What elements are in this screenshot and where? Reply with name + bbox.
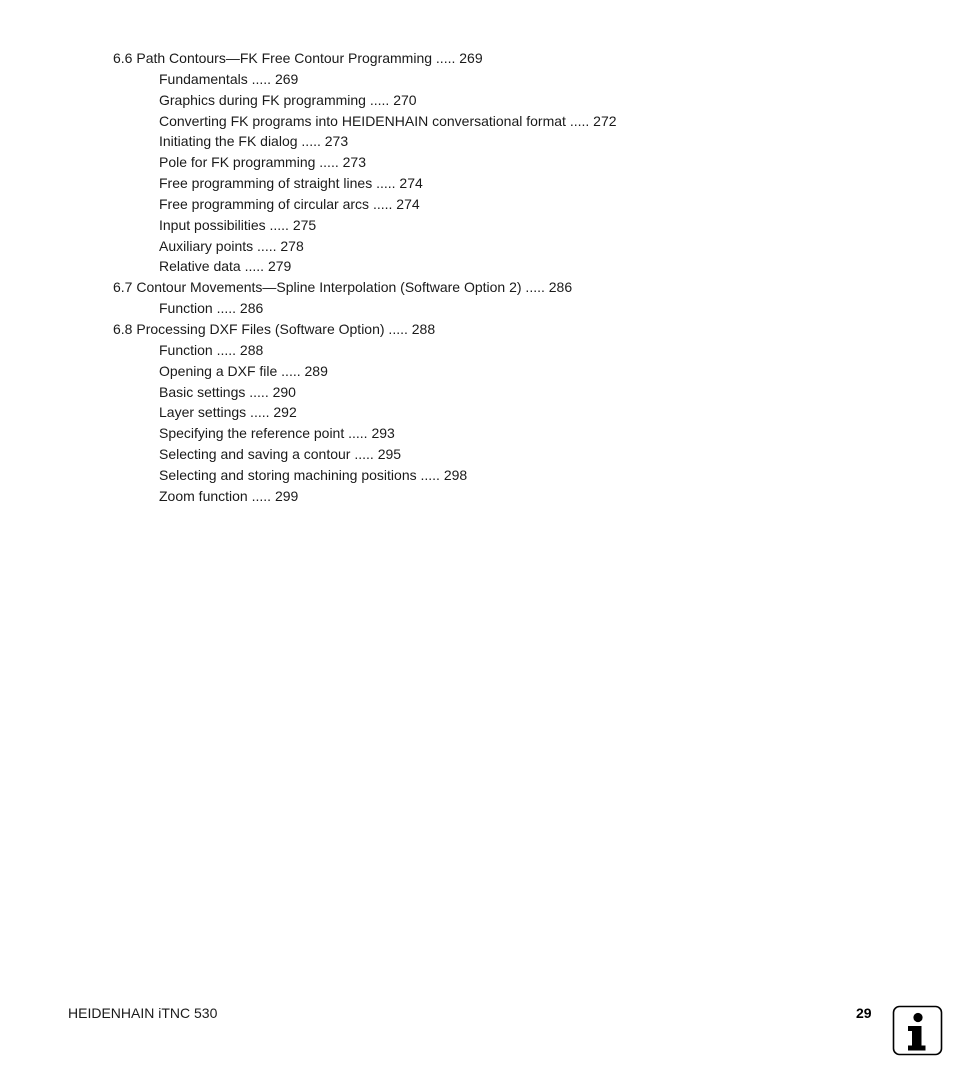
toc-entry[interactable]: Zoom function ..... 299 bbox=[159, 487, 299, 504]
toc-entry[interactable]: Initiating the FK dialog ..... 273 bbox=[159, 133, 349, 150]
toc-entry[interactable]: Converting FK programs into HEIDENHAIN conversational format ..... 272 bbox=[159, 112, 617, 129]
footer-title: HEIDENHAIN iTNC 530 bbox=[68, 1005, 218, 1021]
table-of-contents bbox=[113, 48, 617, 507]
info-icon bbox=[892, 1005, 943, 1056]
toc-entry[interactable]: Free programming of circular arcs ..... 274 bbox=[159, 195, 420, 212]
toc-entry[interactable]: Selecting and saving a contour ..... 295 bbox=[159, 446, 402, 463]
toc-entry[interactable]: Free programming of straight lines ..... 274 bbox=[159, 175, 423, 192]
toc-entry[interactable]: Selecting and storing machining positions ..... 298 bbox=[159, 466, 468, 483]
toc-entry[interactable]: Basic settings ..... 290 bbox=[159, 383, 296, 400]
toc-entry[interactable]: Relative data ..... 279 bbox=[159, 258, 292, 275]
toc-entry[interactable]: Function ..... 288 bbox=[159, 341, 264, 358]
toc-section-6-6[interactable]: 6.6 Path Contours—FK Free Contour Programming ..... 269 bbox=[113, 50, 483, 66]
toc-entry[interactable]: Specifying the reference point ..... 293 bbox=[159, 425, 395, 442]
toc-entry[interactable]: Function ..... 286 bbox=[159, 300, 264, 317]
toc-entry[interactable]: Layer settings ..... 292 bbox=[159, 404, 297, 421]
toc-entry[interactable]: Pole for FK programming ..... 273 bbox=[159, 154, 366, 171]
toc-entry[interactable]: Input possibilities ..... 275 bbox=[159, 216, 317, 233]
toc-entry[interactable]: Graphics during FK programming ..... 270 bbox=[159, 91, 417, 108]
page-number: 29 bbox=[856, 1005, 872, 1021]
toc-entry[interactable]: Auxiliary points ..... 278 bbox=[159, 237, 304, 254]
toc-entry[interactable]: Fundamentals ..... 269 bbox=[159, 70, 299, 87]
toc-section-6-8[interactable]: 6.8 Processing DXF Files (Software Option) ..... 288 bbox=[113, 320, 436, 337]
toc-section-6-7[interactable]: 6.7 Contour Movements—Spline Interpolation (Software Option 2) ..... 286 bbox=[113, 279, 573, 296]
toc-entry[interactable]: Opening a DXF file ..... 289 bbox=[159, 362, 328, 379]
